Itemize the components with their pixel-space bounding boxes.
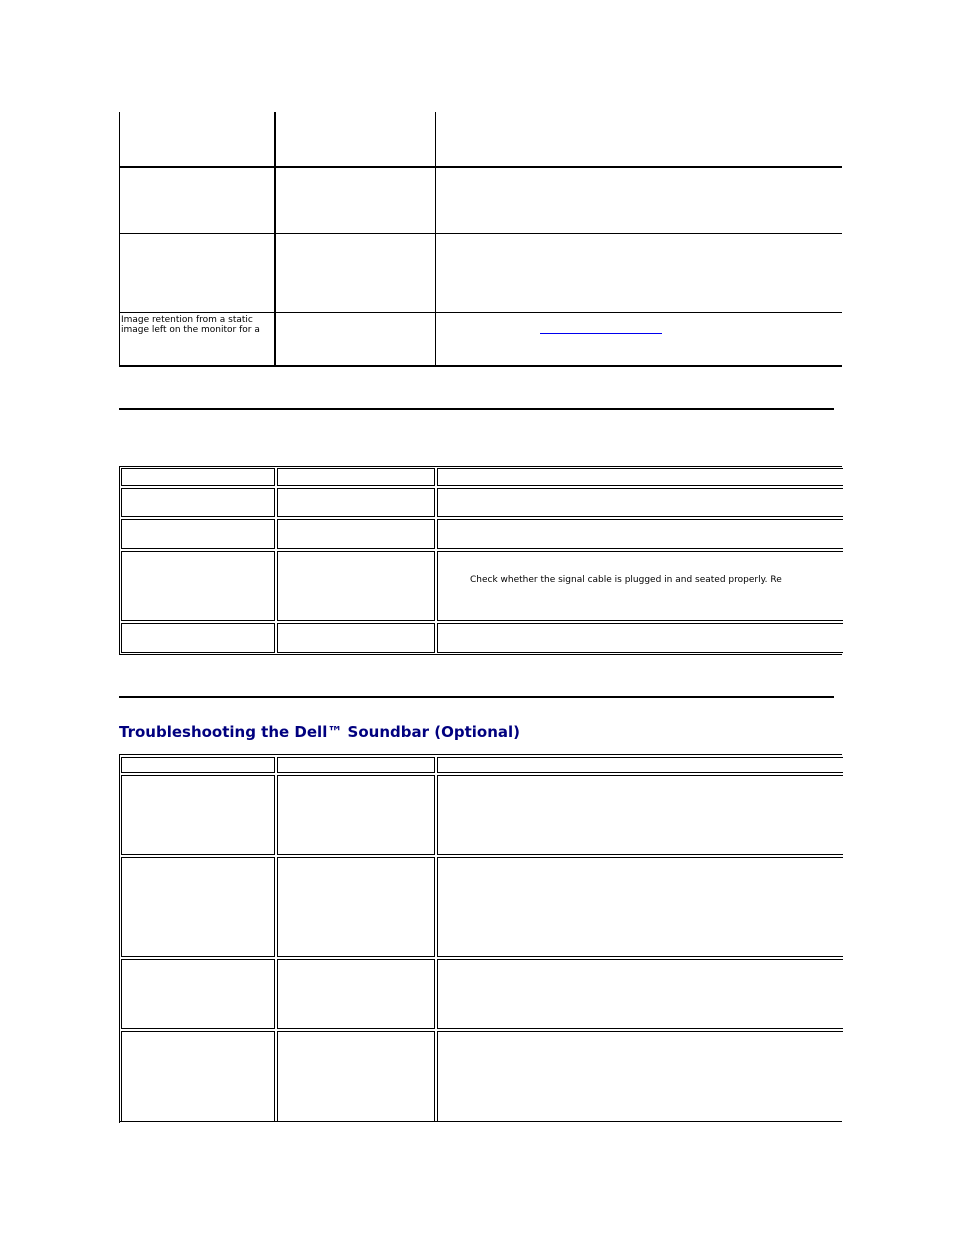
section-separator <box>119 408 834 410</box>
header-cell <box>277 468 435 486</box>
table-cell <box>121 775 275 855</box>
header-cell <box>121 468 275 486</box>
table-cell <box>277 775 435 855</box>
table-border <box>119 112 120 367</box>
row-divider <box>119 233 842 234</box>
solution-text: Check whether the signal cable is plugged in and seated properly. Re <box>470 575 782 585</box>
table-cell <box>437 959 843 1029</box>
table-cell <box>277 488 435 517</box>
table-cell <box>277 551 435 621</box>
table-cell <box>121 488 275 517</box>
row-divider <box>119 312 842 313</box>
table-cell <box>277 959 435 1029</box>
section-separator <box>119 696 834 698</box>
table-cell <box>277 623 435 653</box>
row-divider <box>119 166 842 168</box>
header-cell <box>277 757 435 773</box>
table-cell <box>437 551 843 621</box>
table-cell <box>437 1031 843 1122</box>
table-border <box>274 112 276 367</box>
table-cell <box>121 623 275 653</box>
table-cell <box>277 519 435 549</box>
symptom-text: Image retention from a static image left on the monitor for a <box>121 315 260 335</box>
table-cell <box>277 857 435 957</box>
table-border <box>119 1121 842 1122</box>
table-cell <box>437 623 843 653</box>
table-cell <box>437 488 843 517</box>
table-cell <box>437 775 843 855</box>
table-border <box>119 654 842 655</box>
header-cell <box>437 468 843 486</box>
table-cell <box>277 1031 435 1122</box>
table-border <box>435 112 436 367</box>
table-cell <box>121 959 275 1029</box>
table-cell <box>437 519 843 549</box>
table-border <box>119 754 120 1123</box>
table-cell <box>121 1031 275 1122</box>
section-heading: Troubleshooting the Dell™ Soundbar (Optional) <box>119 723 521 741</box>
table-cell <box>121 857 275 957</box>
link-underline[interactable] <box>540 333 662 334</box>
table-cell <box>121 519 275 549</box>
row-divider <box>119 365 842 367</box>
header-cell <box>437 757 843 773</box>
table-border <box>119 754 842 755</box>
header-cell <box>121 757 275 773</box>
table-border <box>119 466 842 467</box>
table-border <box>119 466 120 655</box>
table-cell <box>437 857 843 957</box>
table-cell <box>121 551 275 621</box>
